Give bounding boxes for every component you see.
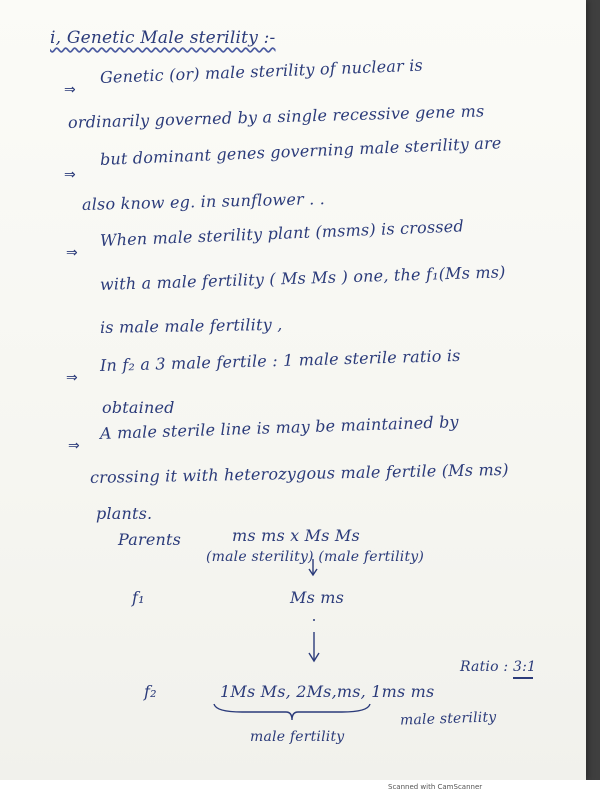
parents-label: Parents <box>118 530 182 549</box>
f2-value: 1Ms Ms, 2Ms,ms, 1ms ms <box>220 682 435 701</box>
f1-label: f₁ <box>132 588 145 607</box>
arrow-bullet-icon: ⇒ <box>64 167 76 183</box>
point-5-line-1: A male sterile line is may be maintained by <box>99 412 460 443</box>
point-2-line-2: also know eg. in sunflower . . <box>81 189 326 214</box>
scanner-watermark: Scanned with CamScanner <box>388 783 483 791</box>
fertility-label: male fertility <box>250 729 345 745</box>
point-5-line-2: crossing it with heterozygous male fertile (Ms ms) <box>89 459 509 487</box>
arrow-bullet-icon: ⇒ <box>66 370 78 386</box>
point-3-line-2: with a male fertility ( Ms Ms ) one, the f₁(Ms ms) <box>99 262 506 294</box>
point-4-line-1: In f₂ a 3 male fertile : 1 male sterile ratio is <box>99 345 461 375</box>
down-arrow-icon <box>307 558 319 578</box>
point-2-line-1: but dominant genes governing male sterility are <box>99 133 502 169</box>
point-3-line-3: is male male fertility , <box>99 314 283 337</box>
page-heading: i, Genetic Male sterility :- <box>50 28 276 48</box>
point-1-line-1: Genetic (or) male sterility of nuclear is <box>99 55 424 87</box>
down-arrow-icon <box>307 618 321 666</box>
f1-value: Ms ms <box>290 588 345 607</box>
parents-types: (male sterility) (male fertility) <box>206 549 425 565</box>
scan-footer <box>0 780 600 800</box>
point-1-line-2: ordinarily governed by a single recessive gene ms <box>67 101 485 132</box>
f2-label: f₂ <box>144 682 157 701</box>
arrow-bullet-icon: ⇒ <box>66 245 78 261</box>
ratio-underline <box>513 677 533 679</box>
parents-cross: ms ms x Ms Ms <box>232 526 360 545</box>
ratio-label: Ratio : 3:1 <box>460 659 537 675</box>
arrow-bullet-icon: ⇒ <box>64 82 76 98</box>
point-5-line-3: plants. <box>96 504 153 523</box>
brace-mark <box>212 700 372 722</box>
arrow-bullet-icon: ⇒ <box>68 438 80 454</box>
sterility-label: male sterility <box>399 709 497 729</box>
point-4-line-2: obtained <box>102 398 175 417</box>
point-3-line-1: When male sterility plant (msms) is crossed <box>99 216 465 250</box>
